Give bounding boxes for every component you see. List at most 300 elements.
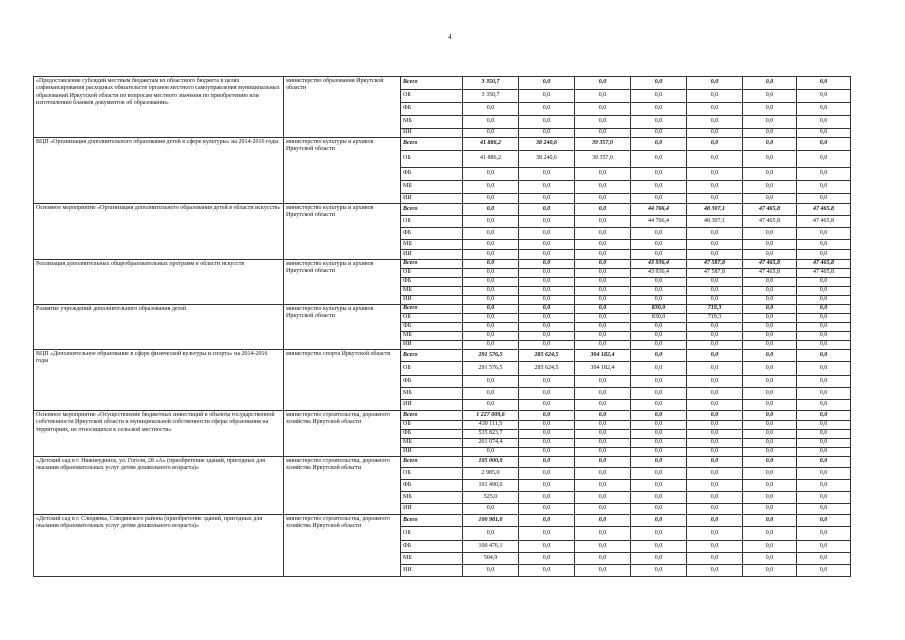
amount-cell: 47 465,8: [797, 216, 851, 228]
amount-cell: 0,0: [797, 527, 851, 541]
funding-source-cell: Всего: [401, 457, 463, 468]
amount-cell: 0,0: [687, 228, 743, 240]
amount-cell: 0,0: [519, 204, 575, 216]
amount-cell: 0,0: [743, 411, 797, 421]
table-row-total: [34, 457, 851, 468]
funding-source-cell: МБ: [401, 240, 463, 250]
executor-cell: министерство культуры и архивов Иркутской области: [284, 260, 401, 305]
amount-cell: 0,0: [743, 323, 797, 332]
amount-cell: 47 465,8: [797, 260, 851, 269]
amount-cell: 0,0: [519, 553, 575, 565]
amount-cell: 0,0: [575, 260, 631, 269]
amount-cell: 0,0: [519, 400, 575, 411]
program-name-cell: Основное мероприятие «Осуществление бюджетных инвестиций в объекты государственной собственности Иркутской области и муниципальной собственности сферы образования на территориях, не относящихся к сельской местности»: [34, 411, 284, 457]
amount-cell: 0,0: [519, 305, 575, 314]
program-name-cell: Основное мероприятие «Организация дополнительного образования детей в области искусств»: [34, 204, 284, 260]
funding-source-cell: ФБ: [401, 541, 463, 553]
amount-cell: 0,0: [575, 90, 631, 103]
amount-cell: 0,0: [797, 376, 851, 388]
funding-source-cell: ОБ: [401, 314, 463, 323]
funding-source-cell: Всего: [401, 411, 463, 421]
amount-cell: 0,0: [631, 400, 687, 411]
funding-source-cell: МБ: [401, 492, 463, 504]
amount-cell: 0,0: [519, 296, 575, 305]
amount-cell: 100 476,1: [463, 541, 519, 553]
amount-cell: 43 936,4: [631, 269, 687, 278]
amount-cell: 0,0: [687, 194, 743, 204]
amount-cell: 0,0: [797, 515, 851, 527]
amount-cell: 0,0: [631, 515, 687, 527]
amount-cell: 0,0: [519, 194, 575, 204]
amount-cell: 0,0: [463, 116, 519, 129]
amount-cell: 0,0: [519, 250, 575, 260]
amount-cell: 0,0: [797, 138, 851, 151]
amount-cell: 0,0: [575, 421, 631, 430]
amount-cell: 0,0: [575, 278, 631, 287]
amount-cell: 47 465,8: [743, 269, 797, 278]
amount-cell: 0,0: [743, 527, 797, 541]
executor-cell: министерство строительства, дорожного хозяйства Иркутской области: [284, 411, 401, 457]
amount-cell: 0,0: [797, 341, 851, 350]
amount-cell: 0,0: [797, 504, 851, 515]
amount-cell: 0,0: [797, 468, 851, 480]
amount-cell: 0,0: [797, 168, 851, 181]
amount-cell: 0,0: [687, 77, 743, 90]
amount-cell: 0,0: [797, 90, 851, 103]
funding-source-cell: Всего: [401, 204, 463, 216]
amount-cell: 0,0: [797, 151, 851, 168]
amount-cell: 43 936,4: [631, 260, 687, 269]
amount-cell: 0,0: [463, 103, 519, 116]
page-number: 4: [448, 33, 452, 41]
amount-cell: 0,0: [519, 430, 575, 439]
amount-cell: 0,0: [575, 129, 631, 138]
funding-source-cell: ИИ: [401, 129, 463, 138]
funding-source-cell: Всего: [401, 77, 463, 90]
amount-cell: 0,0: [687, 90, 743, 103]
funding-source-cell: Всего: [401, 305, 463, 314]
program-name-cell: «Детский сад в г. Нижнеудинск, ул. Гоголя, 28 «А» (приобретение зданий, пригодных для оказания образовательных услуг детям дошкольного возраста)»: [34, 457, 284, 515]
amount-cell: 100 981,0: [463, 515, 519, 527]
funding-source-cell: МБ: [401, 181, 463, 194]
amount-cell: 0,0: [743, 515, 797, 527]
amount-cell: 0,0: [575, 553, 631, 565]
amount-cell: 0,0: [463, 314, 519, 323]
amount-cell: 0,0: [575, 448, 631, 457]
executor-cell: министерство строительства, дорожного хозяйства Иркутской области: [284, 457, 401, 515]
amount-cell: 0,0: [519, 314, 575, 323]
funding-source-cell: ОБ: [401, 90, 463, 103]
funding-source-cell: ИИ: [401, 504, 463, 515]
amount-cell: 0,0: [575, 323, 631, 332]
amount-cell: 0,0: [631, 138, 687, 151]
table-row-total: [34, 138, 851, 151]
amount-cell: 0,0: [687, 480, 743, 492]
amount-cell: 0,0: [519, 287, 575, 296]
funding-source-cell: Всего: [401, 515, 463, 527]
amount-cell: 0,0: [687, 457, 743, 468]
amount-cell: 0,0: [631, 553, 687, 565]
amount-cell: 0,0: [797, 314, 851, 323]
amount-cell: 0,0: [743, 362, 797, 376]
amount-cell: 0,0: [797, 116, 851, 129]
amount-cell: 0,0: [631, 228, 687, 240]
amount-cell: 0,0: [631, 376, 687, 388]
amount-cell: 719,3: [687, 314, 743, 323]
executor-cell: министерство культуры и архивов Иркутской области: [284, 138, 401, 204]
amount-cell: 0,0: [797, 400, 851, 411]
amount-cell: 0,0: [575, 228, 631, 240]
amount-cell: 0,0: [797, 430, 851, 439]
amount-cell: 0,0: [797, 480, 851, 492]
amount-cell: 0,0: [519, 278, 575, 287]
table-body: [34, 77, 851, 577]
amount-cell: 0,0: [743, 305, 797, 314]
amount-cell: 0,0: [687, 250, 743, 260]
amount-cell: 0,0: [743, 332, 797, 341]
amount-cell: 0,0: [575, 341, 631, 350]
table-row-total: [34, 350, 851, 362]
amount-cell: 0,0: [743, 468, 797, 480]
funding-source-cell: ИИ: [401, 194, 463, 204]
funding-source-cell: ФБ: [401, 278, 463, 287]
amount-cell: 0,0: [519, 468, 575, 480]
amount-cell: 0,0: [519, 504, 575, 515]
funding-source-cell: МБ: [401, 332, 463, 341]
amount-cell: 0,0: [797, 411, 851, 421]
amount-cell: 44 766,4: [631, 204, 687, 216]
amount-cell: 0,0: [463, 278, 519, 287]
amount-cell: 0,0: [463, 565, 519, 577]
amount-cell: 0,0: [631, 181, 687, 194]
amount-cell: 0,0: [575, 204, 631, 216]
funding-source-cell: ОБ: [401, 421, 463, 430]
funding-source-cell: ФБ: [401, 480, 463, 492]
funding-source-cell: ФБ: [401, 376, 463, 388]
amount-cell: 0,0: [743, 296, 797, 305]
amount-cell: 38 240,6: [519, 138, 575, 151]
amount-cell: 0,0: [687, 468, 743, 480]
funding-source-cell: Всего: [401, 260, 463, 269]
amount-cell: 0,0: [631, 129, 687, 138]
amount-cell: 0,0: [575, 216, 631, 228]
amount-cell: 0,0: [797, 194, 851, 204]
amount-cell: 0,0: [575, 77, 631, 90]
amount-cell: 0,0: [519, 492, 575, 504]
amount-cell: 0,0: [463, 504, 519, 515]
amount-cell: 0,0: [687, 541, 743, 553]
amount-cell: 0,0: [519, 332, 575, 341]
amount-cell: 0,0: [631, 468, 687, 480]
amount-cell: 0,0: [797, 305, 851, 314]
amount-cell: 291 576,5: [463, 350, 519, 362]
amount-cell: 0,0: [463, 269, 519, 278]
amount-cell: 0,0: [575, 269, 631, 278]
amount-cell: 0,0: [797, 287, 851, 296]
amount-cell: 0,0: [575, 468, 631, 480]
amount-cell: 0,0: [631, 240, 687, 250]
amount-cell: 0,0: [575, 430, 631, 439]
amount-cell: 0,0: [519, 216, 575, 228]
amount-cell: 0,0: [463, 323, 519, 332]
amount-cell: 0,0: [743, 457, 797, 468]
program-name-cell: «Предоставление субсидий местным бюджетам из областного бюджета в целях софинансирования расходных обязательств органов местного самоуправления муниципальных образований Иркутской области по вопросам местного значения по приобретению или изготовлению бланков документов об образовании»: [34, 77, 284, 138]
funding-source-cell: ИИ: [401, 448, 463, 457]
executor-cell: министерство культуры и архивов Иркутской области: [284, 204, 401, 260]
program-name-cell: «Детский сад в г. Слюдянка, Слюдянского района (приобретение зданий, пригодных для оказания образовательных услуг детям дошкольного возраста)»: [34, 515, 284, 577]
amount-cell: 0,0: [743, 553, 797, 565]
table-row-total: [34, 77, 851, 90]
amount-cell: 0,0: [519, 421, 575, 430]
amount-cell: 0,0: [631, 287, 687, 296]
amount-cell: 0,0: [743, 151, 797, 168]
amount-cell: 0,0: [463, 216, 519, 228]
amount-cell: 1 227 009,6: [463, 411, 519, 421]
amount-cell: 0,0: [463, 181, 519, 194]
amount-cell: 0,0: [463, 204, 519, 216]
amount-cell: 0,0: [687, 138, 743, 151]
amount-cell: 0,0: [687, 421, 743, 430]
funding-source-cell: ФБ: [401, 168, 463, 181]
amount-cell: 0,0: [797, 129, 851, 138]
amount-cell: 0,0: [575, 181, 631, 194]
amount-cell: 719,3: [687, 305, 743, 314]
amount-cell: 0,0: [631, 421, 687, 430]
amount-cell: 0,0: [519, 457, 575, 468]
amount-cell: 105 000,0: [463, 457, 519, 468]
amount-cell: 39 357,0: [575, 151, 631, 168]
amount-cell: 0,0: [575, 515, 631, 527]
amount-cell: 0,0: [687, 350, 743, 362]
amount-cell: 0,0: [743, 240, 797, 250]
amount-cell: 0,0: [575, 287, 631, 296]
funding-source-cell: МБ: [401, 287, 463, 296]
amount-cell: 0,0: [743, 341, 797, 350]
program-name-cell: Реализация дополнительных общеобразовательных программ в области искусств: [34, 260, 284, 305]
amount-cell: 0,0: [575, 305, 631, 314]
amount-cell: 0,0: [743, 103, 797, 116]
funding-source-cell: ФБ: [401, 430, 463, 439]
table-row-total: [34, 204, 851, 216]
amount-cell: 0,0: [631, 250, 687, 260]
amount-cell: 291 576,5: [463, 362, 519, 376]
amount-cell: 0,0: [687, 240, 743, 250]
amount-cell: 0,0: [743, 228, 797, 240]
amount-cell: 0,0: [519, 527, 575, 541]
amount-cell: 0,0: [575, 250, 631, 260]
amount-cell: 0,0: [519, 116, 575, 129]
amount-cell: 0,0: [631, 527, 687, 541]
amount-cell: 0,0: [631, 448, 687, 457]
amount-cell: 0,0: [743, 376, 797, 388]
amount-cell: 285 624,5: [519, 350, 575, 362]
amount-cell: 0,0: [631, 362, 687, 376]
amount-cell: 0,0: [631, 492, 687, 504]
amount-cell: 0,0: [797, 362, 851, 376]
funding-source-cell: Всего: [401, 350, 463, 362]
amount-cell: 0,0: [687, 296, 743, 305]
executor-cell: министерство образования Иркутской области: [284, 77, 401, 138]
amount-cell: 41 886,2: [463, 151, 519, 168]
amount-cell: 47 465,8: [743, 260, 797, 269]
table-row-total: [34, 260, 851, 269]
amount-cell: 0,0: [463, 250, 519, 260]
amount-cell: 0,0: [631, 151, 687, 168]
amount-cell: 47 587,8: [687, 260, 743, 269]
amount-cell: 0,0: [631, 457, 687, 468]
amount-cell: 0,0: [631, 77, 687, 90]
amount-cell: 0,0: [519, 168, 575, 181]
table-row-total: [34, 305, 851, 314]
amount-cell: 0,0: [687, 515, 743, 527]
amount-cell: 0,0: [575, 527, 631, 541]
amount-cell: 0,0: [519, 90, 575, 103]
amount-cell: 0,0: [743, 77, 797, 90]
amount-cell: 0,0: [519, 448, 575, 457]
amount-cell: 0,0: [631, 439, 687, 448]
amount-cell: 0,0: [743, 565, 797, 577]
amount-cell: 0,0: [575, 480, 631, 492]
amount-cell: 0,0: [519, 341, 575, 350]
amount-cell: 261 074,4: [463, 439, 519, 448]
amount-cell: 0,0: [797, 332, 851, 341]
amount-cell: 0,0: [519, 269, 575, 278]
funding-source-cell: ФБ: [401, 103, 463, 116]
amount-cell: 0,0: [631, 480, 687, 492]
amount-cell: 47 465,8: [797, 204, 851, 216]
funding-source-cell: ОБ: [401, 216, 463, 228]
amount-cell: 0,0: [797, 448, 851, 457]
funding-source-cell: МБ: [401, 116, 463, 129]
amount-cell: 0,0: [575, 332, 631, 341]
amount-cell: 0,0: [463, 194, 519, 204]
amount-cell: 0,0: [463, 168, 519, 181]
amount-cell: 0,0: [575, 240, 631, 250]
program-name-cell: ВЦП «Организация дополнительного образования детей в сфере культуры» на 2014-2016 годы: [34, 138, 284, 204]
amount-cell: 2 985,0: [463, 468, 519, 480]
funding-source-cell: ОБ: [401, 468, 463, 480]
amount-cell: 0,0: [687, 168, 743, 181]
amount-cell: 0,0: [687, 129, 743, 138]
amount-cell: 0,0: [631, 116, 687, 129]
amount-cell: 0,0: [743, 90, 797, 103]
amount-cell: 0,0: [463, 400, 519, 411]
amount-cell: 0,0: [687, 400, 743, 411]
amount-cell: 0,0: [687, 362, 743, 376]
amount-cell: 0,0: [687, 388, 743, 400]
amount-cell: 0,0: [743, 287, 797, 296]
funding-source-cell: ИИ: [401, 341, 463, 350]
amount-cell: 47 465,8: [743, 216, 797, 228]
amount-cell: 0,0: [687, 565, 743, 577]
amount-cell: 0,0: [575, 314, 631, 323]
amount-cell: 0,0: [687, 430, 743, 439]
amount-cell: 0,0: [463, 388, 519, 400]
amount-cell: 0,0: [575, 388, 631, 400]
amount-cell: 0,0: [797, 323, 851, 332]
amount-cell: 0,0: [797, 421, 851, 430]
amount-cell: 0,0: [519, 240, 575, 250]
amount-cell: 0,0: [743, 492, 797, 504]
amount-cell: 0,0: [797, 492, 851, 504]
amount-cell: 0,0: [743, 430, 797, 439]
amount-cell: 0,0: [575, 103, 631, 116]
amount-cell: 101 490,0: [463, 480, 519, 492]
amount-cell: 0,0: [797, 228, 851, 240]
amount-cell: 830,0: [631, 314, 687, 323]
amount-cell: 0,0: [743, 129, 797, 138]
funding-source-cell: ФБ: [401, 228, 463, 240]
amount-cell: 47 587,8: [687, 269, 743, 278]
amount-cell: 0,0: [631, 350, 687, 362]
executor-cell: министерство строительства, дорожного хозяйства Иркутской области: [284, 515, 401, 577]
amount-cell: 0,0: [797, 77, 851, 90]
amount-cell: 0,0: [743, 278, 797, 287]
amount-cell: 0,0: [797, 553, 851, 565]
amount-cell: 0,0: [631, 90, 687, 103]
funding-source-cell: ОБ: [401, 269, 463, 278]
amount-cell: 0,0: [743, 138, 797, 151]
amount-cell: 0,0: [519, 260, 575, 269]
amount-cell: 0,0: [519, 565, 575, 577]
amount-cell: 0,0: [631, 332, 687, 341]
funding-source-cell: ОБ: [401, 151, 463, 168]
amount-cell: 0,0: [631, 411, 687, 421]
amount-cell: 0,0: [687, 504, 743, 515]
amount-cell: 0,0: [631, 388, 687, 400]
amount-cell: 0,0: [631, 541, 687, 553]
funding-source-cell: МБ: [401, 388, 463, 400]
amount-cell: 0,0: [463, 260, 519, 269]
amount-cell: 0,0: [743, 116, 797, 129]
amount-cell: 0,0: [797, 541, 851, 553]
amount-cell: 0,0: [687, 278, 743, 287]
amount-cell: 0,0: [687, 376, 743, 388]
amount-cell: 0,0: [687, 287, 743, 296]
amount-cell: 0,0: [575, 194, 631, 204]
amount-cell: 0,0: [797, 296, 851, 305]
amount-cell: 0,0: [575, 116, 631, 129]
amount-cell: 0,0: [687, 492, 743, 504]
amount-cell: 0,0: [519, 103, 575, 116]
amount-cell: 0,0: [743, 250, 797, 260]
amount-cell: 304 182,4: [575, 362, 631, 376]
amount-cell: 0,0: [463, 341, 519, 350]
amount-cell: 285 624,5: [519, 362, 575, 376]
executor-cell: министерство культуры и архивов Иркутской области: [284, 305, 401, 350]
amount-cell: 0,0: [519, 411, 575, 421]
amount-cell: 44 766,4: [631, 216, 687, 228]
funding-source-cell: ИИ: [401, 296, 463, 305]
table-row-total: [34, 411, 851, 421]
amount-cell: 0,0: [631, 430, 687, 439]
amount-cell: 0,0: [687, 103, 743, 116]
amount-cell: 304 182,4: [575, 350, 631, 362]
amount-cell: 0,0: [797, 278, 851, 287]
amount-cell: 0,0: [575, 439, 631, 448]
amount-cell: 0,0: [631, 194, 687, 204]
amount-cell: 0,0: [797, 103, 851, 116]
table-row-total: [34, 515, 851, 527]
amount-cell: 0,0: [687, 341, 743, 350]
amount-cell: 0,0: [575, 565, 631, 577]
amount-cell: 0,0: [463, 376, 519, 388]
amount-cell: 41 886,2: [463, 138, 519, 151]
amount-cell: 0,0: [631, 296, 687, 305]
amount-cell: 0,0: [631, 168, 687, 181]
amount-cell: 0,0: [519, 480, 575, 492]
amount-cell: 0,0: [631, 103, 687, 116]
